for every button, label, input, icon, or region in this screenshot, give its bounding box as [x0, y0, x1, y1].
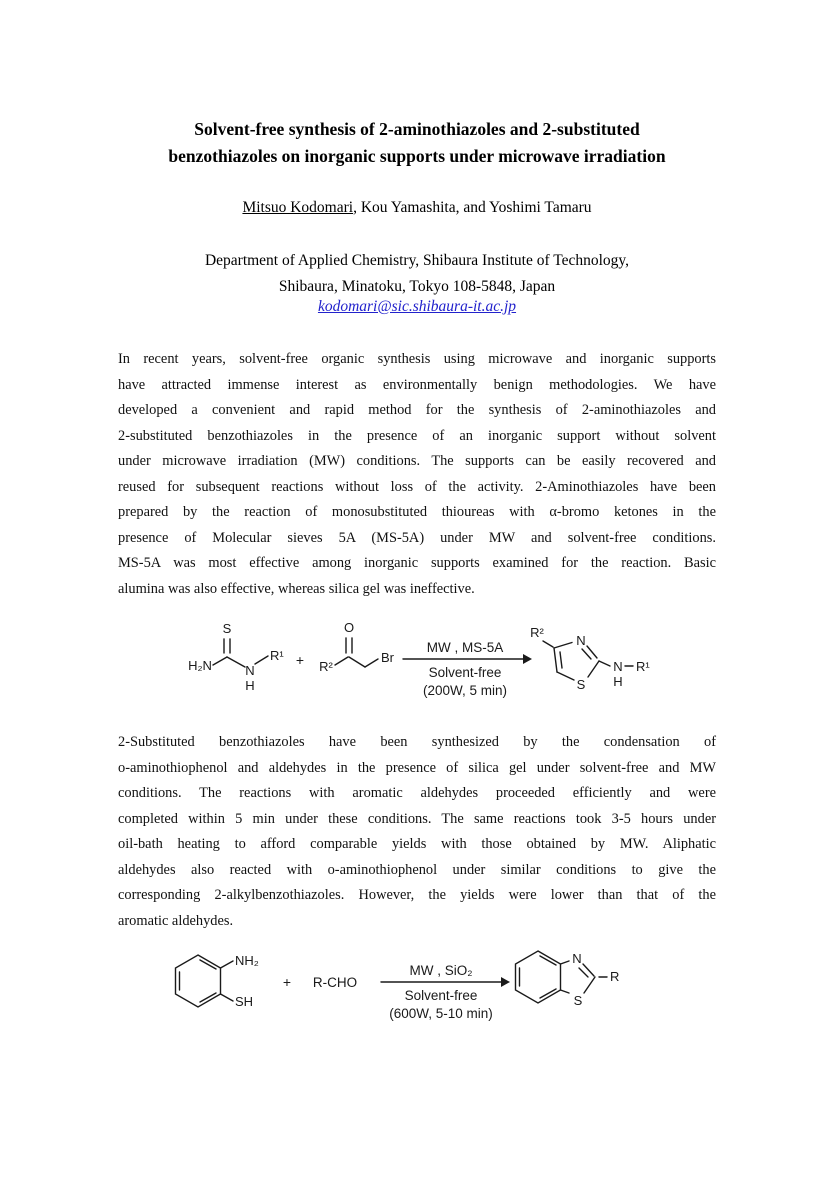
abstract-p2-line: oil-bath heating to afford comparable yields with those obtained by MW. Aliphatic: [118, 836, 716, 852]
atom-label-s: S: [222, 621, 232, 636]
abstract-p2-line: corresponding 2-alkylbenzothiazoles. However, the yields were lower than that of the: [118, 887, 716, 903]
arrowhead-icon: [523, 654, 532, 664]
structure-thiourea: [188, 621, 284, 693]
abstract-p1-line: under microwave irradiation (MW) conditions. The supports can be easily recovered and: [118, 453, 716, 469]
atom-label-amine-n: N: [613, 659, 623, 674]
reaction-arrow: [403, 640, 532, 698]
abstract-paragraph-1: [118, 347, 716, 602]
affiliation-line-2: Shibaura, Minatoku, Tokyo 108-5848, Japan: [278, 278, 556, 295]
abstract-p2-line: 2-Substituted benzothiazoles have been synthesized by the condensation of: [118, 734, 716, 750]
abstract-p2-line: o-aminothiophenol and aldehydes in the presence of silica gel under solvent-free and MW: [118, 759, 716, 776]
substituent-label-r2: R²: [530, 625, 544, 640]
atom-label-h2n: H₂N: [188, 658, 212, 673]
structure-aminothiazole-product: [530, 625, 650, 692]
author-lead: Mitsuo Kodomari: [242, 199, 354, 216]
conditions-below-2: (200W, 5 min): [422, 683, 508, 698]
plus-sign: +: [282, 974, 292, 990]
substituent-label-r: R: [610, 969, 620, 984]
conditions-below-1: Solvent-free: [428, 665, 502, 680]
reaction-arrow: [381, 963, 510, 1021]
atom-label-br: Br: [381, 650, 394, 665]
abstract-p1-line: MS-5A was most effective among inorganic supports examined for the reaction. Basic: [118, 555, 716, 571]
paper-title: [0, 116, 834, 170]
atom-label-ring-s: S: [576, 677, 586, 692]
conditions-above: MW , SiO₂: [409, 963, 473, 978]
abstract-p1-line: presence of Molecular sieves 5A (MS-5A) under MW and solvent-free conditions.: [118, 529, 716, 546]
author-rest: , Kou Yamashita, and Yoshimi Tamaru: [353, 199, 592, 216]
atom-label-n: N: [245, 663, 255, 678]
affiliation-line-1: Department of Applied Chemistry, Shibaura Institute of Technology,: [204, 252, 630, 269]
paper-title-line-1: Solvent-free synthesis of 2-aminothiazoles and 2-substituted: [194, 119, 640, 139]
reaction-scheme-benzothiazole: [117, 935, 717, 1053]
conditions-below-2: (600W, 5-10 min): [389, 1006, 493, 1021]
plus-sign: +: [295, 652, 305, 668]
atom-label-ring-n: N: [576, 633, 586, 648]
conditions-below-1: Solvent-free: [404, 988, 478, 1003]
substituent-label-r2: R²: [319, 659, 333, 674]
abstract-p2-line: completed within 5 min under these conditions. The same reactions took 3-5 hours under: [118, 810, 716, 827]
structure-bromo-ketone: [319, 620, 395, 674]
atom-label-h: H: [245, 678, 255, 693]
email-row: [0, 298, 834, 316]
affiliation: [0, 248, 834, 300]
email-link[interactable]: kodomari@sic.shibaura-it.ac.jp: [317, 298, 517, 315]
abstract-p1-line: reused for subsequent reactions without loss of the activity. 2-Aminothiazoles have been: [118, 478, 716, 495]
abstract-p2-line: aldehydes also reacted with o-aminothiophenol under similar conditions to give the: [118, 861, 716, 878]
abstract-paragraph-2: [118, 730, 716, 934]
atom-label-ring-n: N: [572, 951, 582, 966]
atom-label-amine-h: H: [613, 674, 623, 689]
abstract-p1-line: In recent years, solvent-free organic synthesis using microwave and inorganic supports: [118, 351, 716, 367]
structure-aminothiophenol: [176, 953, 259, 1009]
author-list: [0, 199, 834, 217]
abstract-p1-line: 2-substituted benzothiazoles in the presence of an inorganic support without solvent: [118, 427, 716, 444]
substituent-label-r1: R¹: [636, 659, 650, 674]
conditions-above: MW , MS-5A: [426, 640, 504, 655]
group-label-sh: SH: [235, 994, 254, 1009]
substituent-label-r1: R¹: [270, 648, 284, 663]
aldehyde-label: R-CHO: [312, 975, 358, 990]
abstract-p2-line: conditions. The reactions with aromatic aldehydes proceeded efficiently and were: [118, 785, 716, 801]
group-label-nh2: NH₂: [235, 953, 259, 968]
abstract-p1-line: have attracted immense interest as environmentally benign methodologies. We have: [118, 376, 716, 393]
atom-label-ring-s: S: [573, 993, 583, 1008]
atom-label-o: O: [343, 620, 355, 635]
structure-benzothiazole-product: [516, 951, 620, 1008]
abstract-p1-line: alumina was also effective, whereas silica gel was ineffective.: [118, 580, 475, 597]
abstract-p2-line: aromatic aldehydes.: [118, 912, 234, 929]
abstract-p1-line: developed a convenient and rapid method for the synthesis of 2-aminothiazoles and: [118, 402, 716, 418]
abstract-p1-line: prepared by the reaction of monosubstituted thioureas with α-bromo ketones in the: [118, 504, 716, 520]
arrowhead-icon: [501, 977, 510, 987]
reaction-scheme-thiazole: [117, 613, 717, 725]
paper-title-line-2: benzothiazoles on inorganic supports under microwave irradiation: [168, 146, 666, 166]
